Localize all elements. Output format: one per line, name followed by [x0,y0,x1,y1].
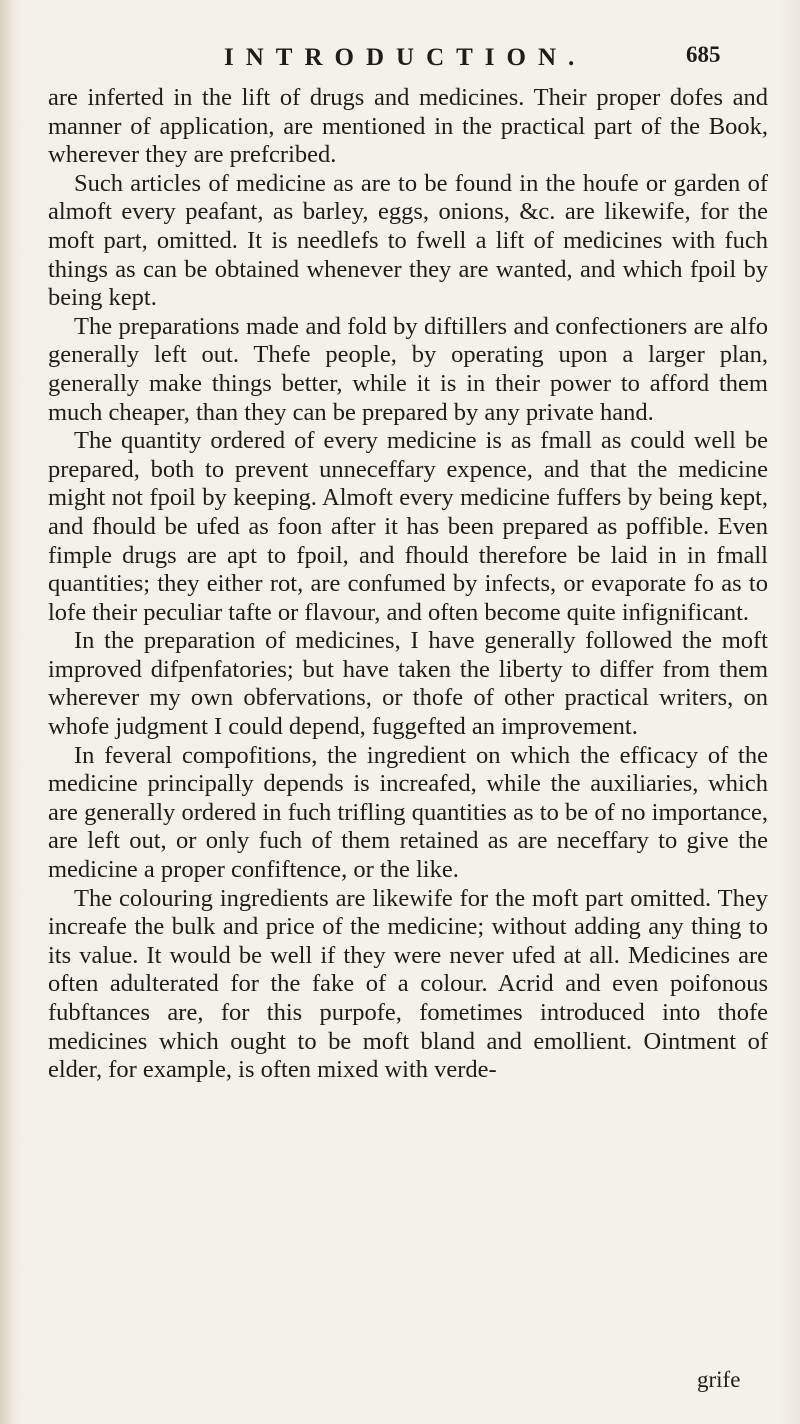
page-number: 685 [686,42,721,67]
catchword: grife [697,1367,741,1392]
paragraph-2: Such articles of medicine as are to be found in the houfe or garden of almoft every peafant, as barley, eggs, onions, &c. are likewife, for the moft part, omitted. It is needlefs to fwell a lift of medicines with fuch things as can be obtained whenever they are wanted, and which fpoil by being kept. [48,169,768,312]
page-gutter-shadow [0,0,12,1424]
paragraph-4: The quantity ordered of every medicine is as fmall as could well be prepared, both to prevent unneceffary expence, and that the medicine might not fpoil by keeping. Almoft every medicine fuffers by being kept, and fhould be ufed as foon after it has been prepared as poffible. Even fimple drugs are apt to fpoil, and fhould therefore be laid in in fmall quantities; they either rot, are confumed by infects, or evaporate fo as to lofe their peculiar tafte or flavour, and often become quite infignificant. [48,427,768,626]
body-text [48,84,768,1085]
paragraph-1: are inferted in the lift of drugs and medicines. Their proper dofes and manner of application, are mentioned in the practical part of the Book, wherever they are prefcribed. [48,84,768,169]
page-header [0,42,800,82]
paragraph-6: In feveral compofitions, the ingredient on which the efficacy of the medicine principally depends is increafed, while the auxiliaries, which are generally ordered in fuch trifling quantities as to be of no importance, are left out, or only fuch of them retained as are neceffary to give the medicine a proper confiftence, or the like. [48,741,768,884]
paragraph-3: The preparations made and fold by diftillers and confectioners are alfo generally left out. Thefe people, by operating upon a larger plan, generally make things better, while it is in their power to afford them much cheaper, than they can be prepared by any private hand. [48,312,768,426]
running-title: INTRODUCTION. [224,44,587,71]
paragraph-7: The colouring ingredients are likewife for the moft part omitted. They increafe the bulk and price of the medicine; without adding any thing to its value. It would be well if they were never ufed at all. Medicines are often adulterated for the fake of a colour. Acrid and even poifonous fubftances are, for this purpofe, fometimes introduced into thofe medicines which ought to be moft bland and emollient. Ointment of elder, for example, is often mixed with verde- [48,884,768,1084]
paragraph-5: In the preparation of medicines, I have generally followed the moft improved difpenfatories; but have taken the liberty to differ from them wherever my own obfervations, or thofe of other practical writers, on whofe judgment I could depend, fuggefted an improvement. [48,627,768,741]
